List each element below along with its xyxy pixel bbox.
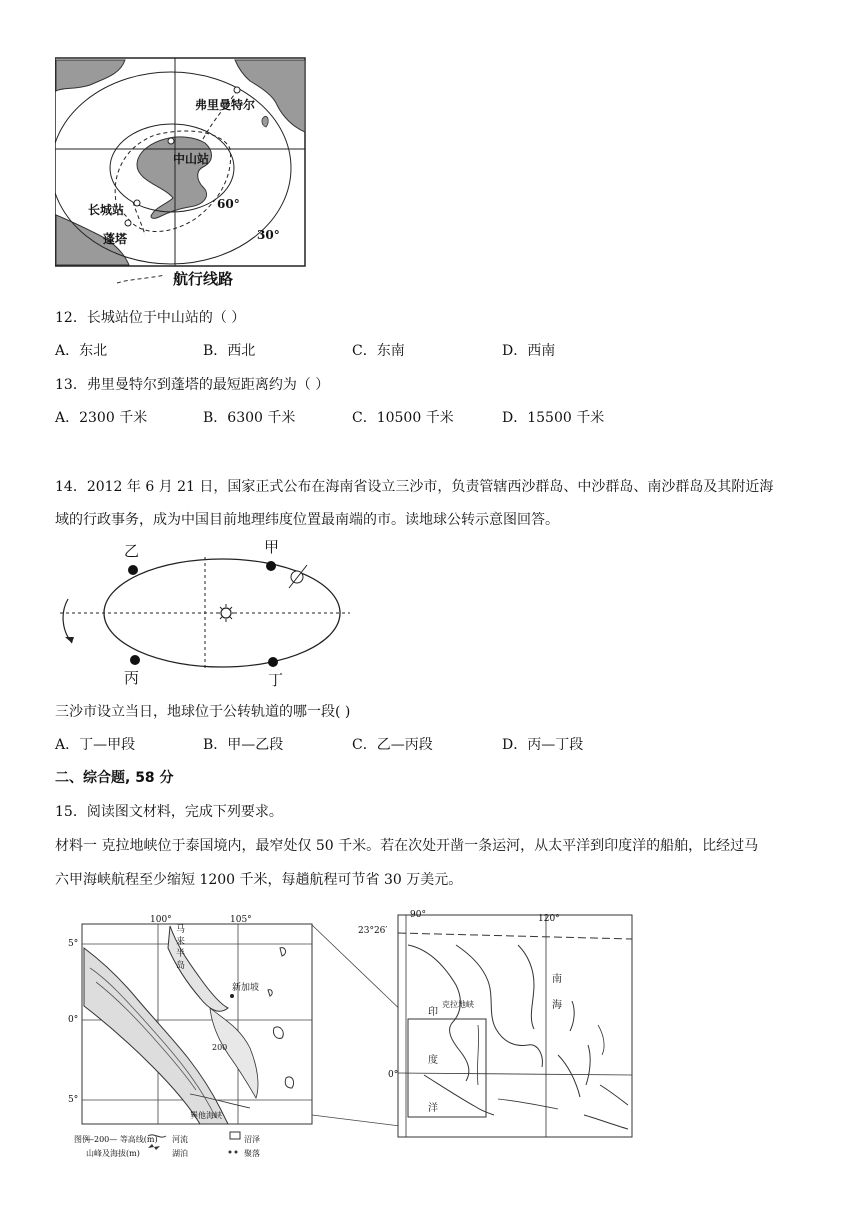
q14-option-b: B．甲—乙段: [203, 737, 284, 753]
q13-option-b: B．6300 千米: [203, 410, 296, 426]
label-pengta: 蓬塔: [103, 232, 128, 246]
q13-option-a: A．2300 千米: [55, 410, 148, 426]
map2-contour-label: 200: [212, 1043, 228, 1052]
map2-legend-swamp: 沼泽: [244, 1135, 260, 1144]
q14-option-d: D．丙—丁段: [502, 737, 584, 753]
q13-option-d: D．15500 千米: [502, 410, 605, 426]
q13-option-c: C．10500 千米: [352, 410, 454, 426]
map2-lon100: 100°: [150, 915, 172, 925]
map3-tropic: 23°26′: [358, 926, 388, 936]
map2-lat0: 0°: [68, 1015, 79, 1025]
label-lat60: 60°: [217, 197, 240, 211]
map3-kra-label: 克拉地峡: [442, 1000, 474, 1009]
map3-lon120: 120°: [538, 914, 560, 924]
q12-option-b: B．西北: [203, 343, 256, 359]
legend-route: 航行线路: [173, 270, 234, 288]
map2-singapore-label: 新加坡: [232, 983, 260, 993]
q12-option-d: D．西南: [502, 343, 556, 359]
antarctica-map: [55, 57, 315, 292]
map2-lat5s: 5°: [68, 1095, 79, 1105]
map2-legend-contour: —200— 等高线(m): [86, 1135, 158, 1144]
map2-legend-settle: 聚落: [244, 1149, 260, 1158]
orbit-diagram: [50, 533, 370, 693]
q15-material1-line1: 材料一 克拉地峡位于泰国境内，最窄处仅 50 千米。若在次处开凿一条运河，从太平洋到印度洋的船舶，比经过马: [55, 838, 759, 854]
orbit-point-jia: [266, 561, 276, 571]
map2-lon105: 105°: [230, 915, 252, 925]
map2-lat5n: 5°: [68, 939, 79, 949]
orbit-label-ding: 丁: [268, 671, 284, 689]
map3-lat0: 0°: [388, 1070, 399, 1080]
q14-line2: 域的行政事务，成为中国目前地理纬度位置最南端的市。读地球公转示意图回答。: [55, 512, 559, 528]
label-changcheng: 长城站: [88, 203, 125, 217]
orbit-point-ding: [268, 657, 278, 667]
orbit-point-yi: [128, 565, 138, 575]
q15-material1-line2: 六甲海峡航程至少缩短 1200 千米，每趟航程可节省 30 万美元。: [55, 872, 463, 888]
map2-sunda-label: 巽他海峡: [190, 1111, 222, 1120]
q14-option-c: C．乙—丙段: [352, 737, 433, 753]
map2-legend-lake: 湖泊: [172, 1149, 188, 1158]
map3-lon90: 90°: [410, 910, 426, 920]
map2-legend-peak: 山峰及海拔(m): [86, 1149, 140, 1158]
label-lat30: 30°: [257, 228, 280, 242]
map2-legend-title: 图例: [74, 1135, 90, 1144]
map3-india-label: 印度洋: [428, 1007, 438, 1114]
q14-question: 三沙市设立当日，地球位于公转轨道的哪一段( ): [55, 704, 351, 720]
orbit-point-bing: [130, 655, 140, 665]
map2-legend-river: 河流: [172, 1135, 188, 1144]
orbit-label-yi: 乙: [124, 542, 140, 560]
label-fremantle: 弗里曼特尔: [195, 98, 256, 112]
q12-option-c: C．东南: [352, 343, 405, 359]
q13-stem: 13．弗里曼特尔到蓬塔的最短距离约为（ ）: [55, 377, 330, 393]
q14-line1: 14．2012 年 6 月 21 日，国家正式公布在海南省设立三沙市，负责管辖西沙群岛、中沙群岛、南沙群岛及其附近海: [55, 479, 774, 495]
malay-map: [60, 908, 320, 1164]
q15-stem: 15．阅读图文材料，完成下列要求。: [55, 804, 283, 820]
orbit-label-bing: 丙: [124, 669, 140, 687]
map2-malay-label: 马来半岛: [176, 925, 186, 971]
orbit-label-jia: 甲: [264, 538, 280, 556]
q12-stem: 12．长城站位于中山站的（ ）: [55, 310, 246, 326]
map3-scs-label: 南海: [552, 974, 562, 1011]
seasia-map: [348, 905, 638, 1145]
q12-option-a: A．东北: [55, 343, 108, 359]
section-title: 二、综合题, 58 分: [55, 770, 174, 786]
label-zhongshan: 中山站: [173, 152, 210, 166]
q14-option-a: A．丁—甲段: [55, 737, 136, 753]
